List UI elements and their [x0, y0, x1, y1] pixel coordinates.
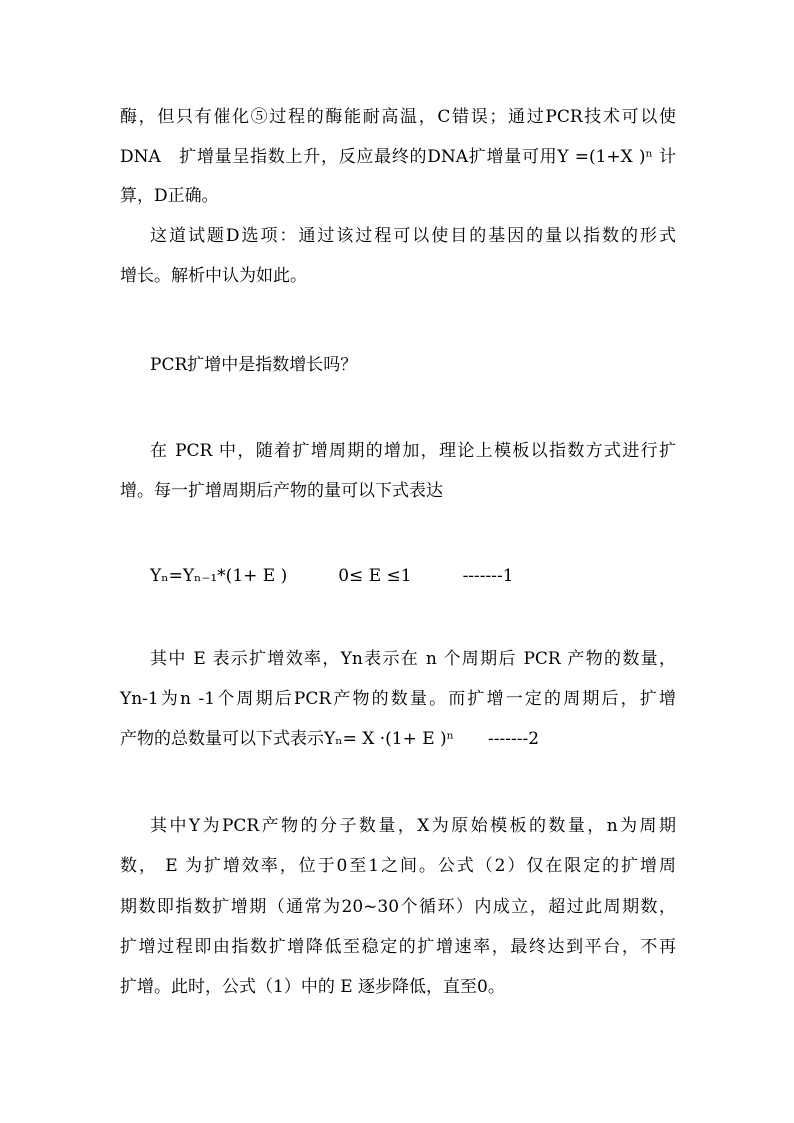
paragraph-line: 酶，但只有催化⑤过程的酶能耐高温，C错误；通过PCR技术可以使: [120, 107, 676, 127]
paragraph-line: 增。每一扩增周期后产物的量可以下式表达: [120, 481, 443, 501]
paragraph-line: 增长。解析中认为如此。: [120, 266, 307, 286]
formula-1: Yₙ=Yₙ₋₁*(1+ E ) 0≤ E ≤1 -------1: [150, 566, 514, 586]
paragraph-line: 算，D正确。: [120, 186, 219, 206]
paragraph-line: 在 PCR 中，随着扩增周期的增加，理论上模板以指数方式进行扩: [150, 441, 676, 461]
formula-2: 产物的总数量可以下式表示Yₙ= X ·(1+ E )ⁿ -------2: [120, 729, 540, 749]
paragraph-line: 扩增。此时，公式（1）中的 E 逐步降低，直至0。: [120, 977, 505, 997]
paragraph-line: 扩增过程即由指数扩增降低至稳定的扩增速率，最终达到平台，不再: [120, 937, 676, 957]
paragraph-line: 其中Y为PCR产物的分子数量，X为原始模板的数量，n为周期: [150, 816, 676, 836]
paragraph-line: 其中 E 表示扩增效率，Yn表示在 n 个周期后 PCR 产物的数量，: [150, 649, 676, 669]
section-question: PCR扩增中是指数增长吗？: [150, 355, 358, 375]
paragraph-line: 这道试题D选项：通过该过程可以使目的基因的量以指数的形式: [150, 226, 676, 246]
paragraph-line: 期数即指数扩增期（通常为20~30个循环）内成立，超过此周期数，: [120, 897, 676, 917]
paragraph-line: Yn-1为n -1个周期后PCR产物的数量。而扩增一定的周期后，扩增: [120, 689, 676, 709]
paragraph-line: 数， E 为扩增效率，位于0至1之间。公式（2）仅在限定的扩增周: [120, 856, 676, 876]
paragraph-line: DNA 扩增量呈指数上升，反应最终的DNA扩增量可用Y =(1+X )ⁿ 计: [120, 147, 676, 167]
